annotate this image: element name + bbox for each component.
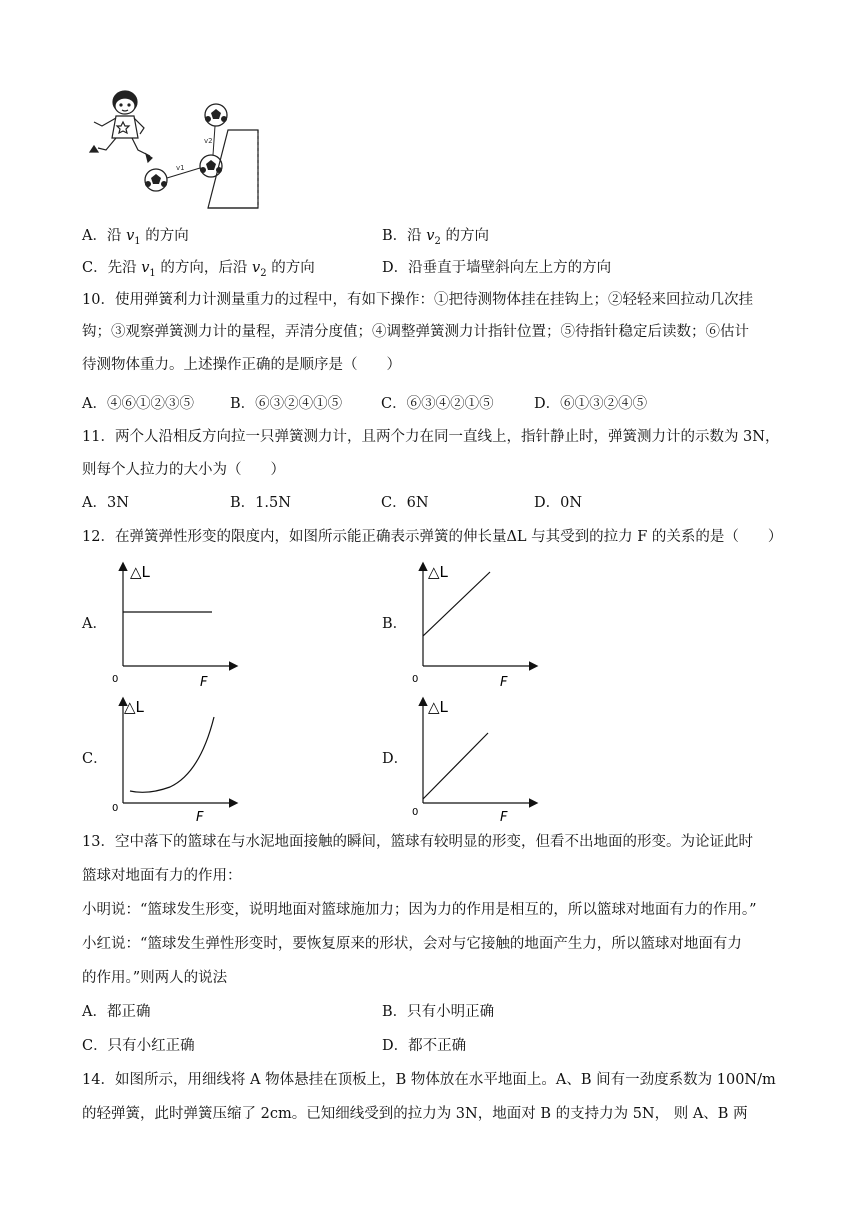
q11-option-d: D．0N <box>534 495 583 511</box>
q9-option-c: C．先沿 $v_1$ 的方向，后沿 $v_2$ 的方向 <box>82 260 315 279</box>
q12-option-d: D． <box>382 751 409 767</box>
graph-c-curve <box>130 717 214 792</box>
v2-label: v2 <box>204 137 213 145</box>
q13-line-4: 小红说：“篮球发生弹性形变时，要恢复原来的形状，会对与它接触的地面产生力，所以篮球对地面有力 <box>82 936 742 952</box>
q13-option-d: D．都不正确 <box>382 1038 467 1054</box>
q9-figure <box>80 88 280 218</box>
graph-a <box>108 560 243 690</box>
q13-line-1: 13．空中落下的篮球在与水泥地面接触的瞬间，篮球有较明显的形变，但看不出地面的形变。为论证此时 <box>82 834 753 850</box>
v1-label: v1 <box>176 164 185 172</box>
q13-option-b: B．只有小明正确 <box>382 1004 495 1020</box>
q11-option-a: A．3N <box>82 495 129 511</box>
graph-d <box>408 695 543 825</box>
q10-line-3: 待测物体重力。上述操作正确的是顺序是（ ） <box>82 357 401 373</box>
q14-line-2: 的轻弹簧，此时弹簧压缩了 2cm。已知细线受到的拉力为 3N，地面对 B 的支持力为 5N， 则 A、B 两 <box>82 1106 748 1122</box>
q13-line-3: 小明说：“篮球发生形变，说明地面对篮球施加力；因为力的作用是相互的，所以篮球对地面有力的作用。” <box>82 902 757 918</box>
axis-y-label: △L <box>130 563 150 581</box>
axis-y-label: △L <box>428 563 448 581</box>
q11-option-b: B．1.5N <box>230 495 291 511</box>
q9-option-b: B．沿 $v_2$ 的方向 <box>382 228 489 247</box>
graph-c <box>108 695 243 825</box>
q13-line-2: 篮球对地面有力的作用： <box>82 868 242 884</box>
q9-option-a: A．沿 $v_1$ 的方向 <box>82 228 189 247</box>
q11-line-1: 11．两个人沿相反方向拉一只弹簧测力计，且两个力在同一直线上，指针静止时，弹簧测力计的示数为 3N， <box>82 429 780 445</box>
q10-option-a: A．④⑥①②③⑤ <box>82 396 194 412</box>
q14-line-1: 14．如图所示，用细线将 A 物体悬挂在顶板上，B 物体放在水平地面上。A、B 间有一劲度系数为 100N/m <box>82 1072 776 1088</box>
q10-option-c: C．⑥③④②①⑤ <box>381 396 494 412</box>
axis-x-label: F <box>500 810 508 825</box>
graph-d-line <box>423 733 488 799</box>
q12-option-a: A． <box>82 616 107 632</box>
q13-option-a: A．都正确 <box>82 1004 151 1020</box>
q10-option-b: B．⑥③②④①⑤ <box>230 396 343 412</box>
origin-label: 0 <box>112 803 119 814</box>
q12-option-c: C． <box>82 751 108 767</box>
q9-option-d: D．沿垂直于墙壁斜向左上方的方向 <box>382 260 612 276</box>
axis-x-label: F <box>500 675 508 690</box>
q10-line-2: 钩；③观察弹簧测力计的量程，弄清分度值；④调整弹簧测力计指针位置；⑤待指针稳定后读数；⑥估计 <box>82 324 749 340</box>
q12-option-b: B． <box>382 616 408 632</box>
axis-x-label: F <box>200 675 208 690</box>
origin-label: 0 <box>412 674 419 685</box>
q10-line-1: 10．使用弹簧利力计测量重力的过程中，有如下操作：①把待测物体挂在挂钩上；②轻轻来回拉动几次挂 <box>82 292 753 308</box>
q13-option-c: C．只有小红正确 <box>82 1038 195 1054</box>
axis-x-label: F <box>196 810 204 825</box>
q11-line-2: 则每个人拉力的大小为（ ） <box>82 462 285 478</box>
graph-b <box>408 560 543 690</box>
q12-line: 12．在弹簧弹性形变的限度内，如图所示能正确表示弹簧的伸长量ΔL 与其受到的拉力 F 的关系的是（ ） <box>82 529 783 545</box>
origin-label: 0 <box>412 807 419 818</box>
soccer-ball-icon <box>145 169 167 191</box>
boy-figure <box>90 91 152 162</box>
q13-line-5: 的作用。”则两人的说法 <box>82 970 228 986</box>
q10-option-d: D．⑥①③②④⑤ <box>534 396 648 412</box>
axis-y-label: △L <box>124 698 144 716</box>
soccer-ball-icon <box>205 104 227 126</box>
axis-y-label: △L <box>428 698 448 716</box>
graph-b-line <box>423 572 490 636</box>
origin-label: 0 <box>112 674 119 685</box>
q11-option-c: C．6N <box>381 495 429 511</box>
